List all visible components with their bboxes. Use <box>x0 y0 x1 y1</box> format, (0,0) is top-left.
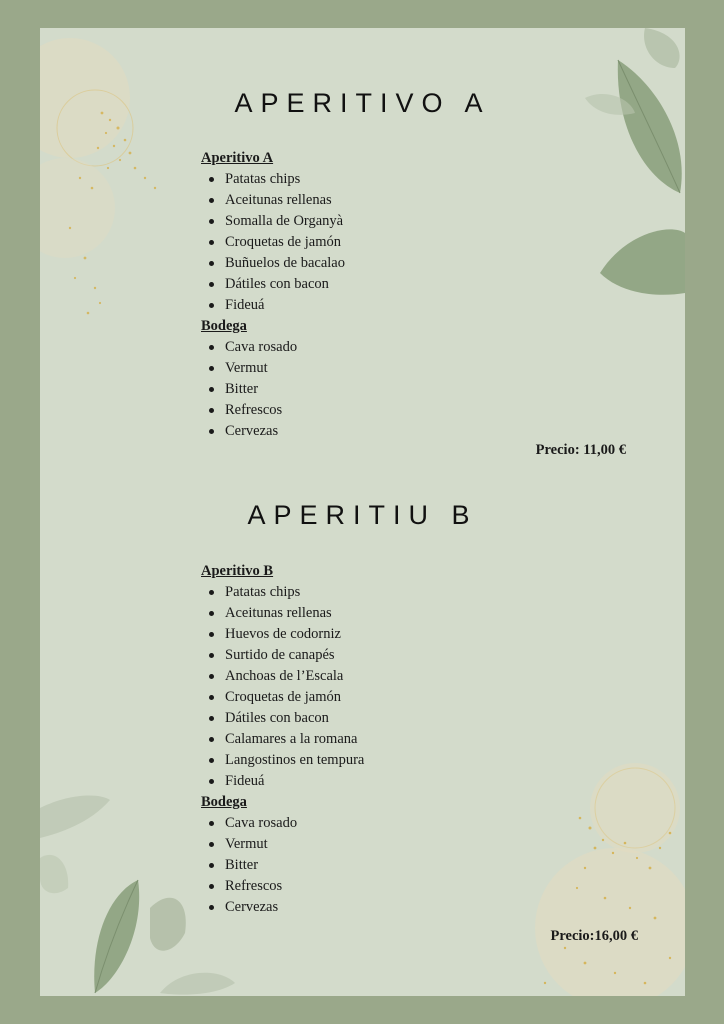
list-item: Somalla de Organyà <box>201 211 345 232</box>
list-item: Croquetas de jamón <box>201 232 345 253</box>
menu-b-drinks-heading: Bodega <box>201 794 247 810</box>
list-item: Refrescos <box>201 400 345 421</box>
list-item: Fideuá <box>201 295 345 316</box>
gold-watercolor-top-left <box>40 28 170 328</box>
list-item: Patatas chips <box>201 169 345 190</box>
list-item: Buñuelos de bacalao <box>201 253 345 274</box>
gold-watercolor-bottom-right <box>485 748 685 996</box>
list-item: Bitter <box>201 855 364 876</box>
list-item: Cervezas <box>201 897 364 918</box>
list-item: Cervezas <box>201 421 345 442</box>
list-item: Bitter <box>201 379 345 400</box>
list-item: Vermut <box>201 834 364 855</box>
list-item: Calamares a la romana <box>201 729 364 750</box>
list-item: Dátiles con bacon <box>201 708 364 729</box>
menu-b-content <box>201 561 364 918</box>
list-item: Anchoas de l’Escala <box>201 666 364 687</box>
list-item: Refrescos <box>201 876 364 897</box>
menu-a-drinks-list <box>201 337 345 442</box>
list-item: Aceitunas rellenas <box>201 190 345 211</box>
list-item: Surtido de canapés <box>201 645 364 666</box>
menu-a-price: Precio: 11,00 € <box>535 442 626 458</box>
list-item: Fideuá <box>201 771 364 792</box>
list-item: Patatas chips <box>201 582 364 603</box>
list-item: Cava rosado <box>201 337 345 358</box>
menu-a-food-list <box>201 169 345 316</box>
menu-b-drinks-list <box>201 813 364 918</box>
menu-b-price: Precio:16,00 € <box>550 928 638 944</box>
menu-a-title: APERITIVO A <box>234 88 491 118</box>
list-item: Langostinos en tempura <box>201 750 364 771</box>
list-item: Cava rosado <box>201 813 364 834</box>
list-item: Vermut <box>201 358 345 379</box>
menu-page <box>40 28 685 996</box>
menu-a-food-heading: Aperitivo A <box>201 150 274 166</box>
menu-b-food-list <box>201 582 364 792</box>
list-item: Huevos de codorniz <box>201 624 364 645</box>
list-item: Croquetas de jamón <box>201 687 364 708</box>
menu-b-food-heading: Aperitivo B <box>201 563 274 579</box>
list-item: Aceitunas rellenas <box>201 603 364 624</box>
menu-a-content <box>201 148 345 442</box>
menu-b-title: APERITIU B <box>247 500 478 530</box>
leaves-top-right <box>585 28 685 308</box>
menu-a-drinks-heading: Bodega <box>201 318 247 334</box>
list-item: Dátiles con bacon <box>201 274 345 295</box>
